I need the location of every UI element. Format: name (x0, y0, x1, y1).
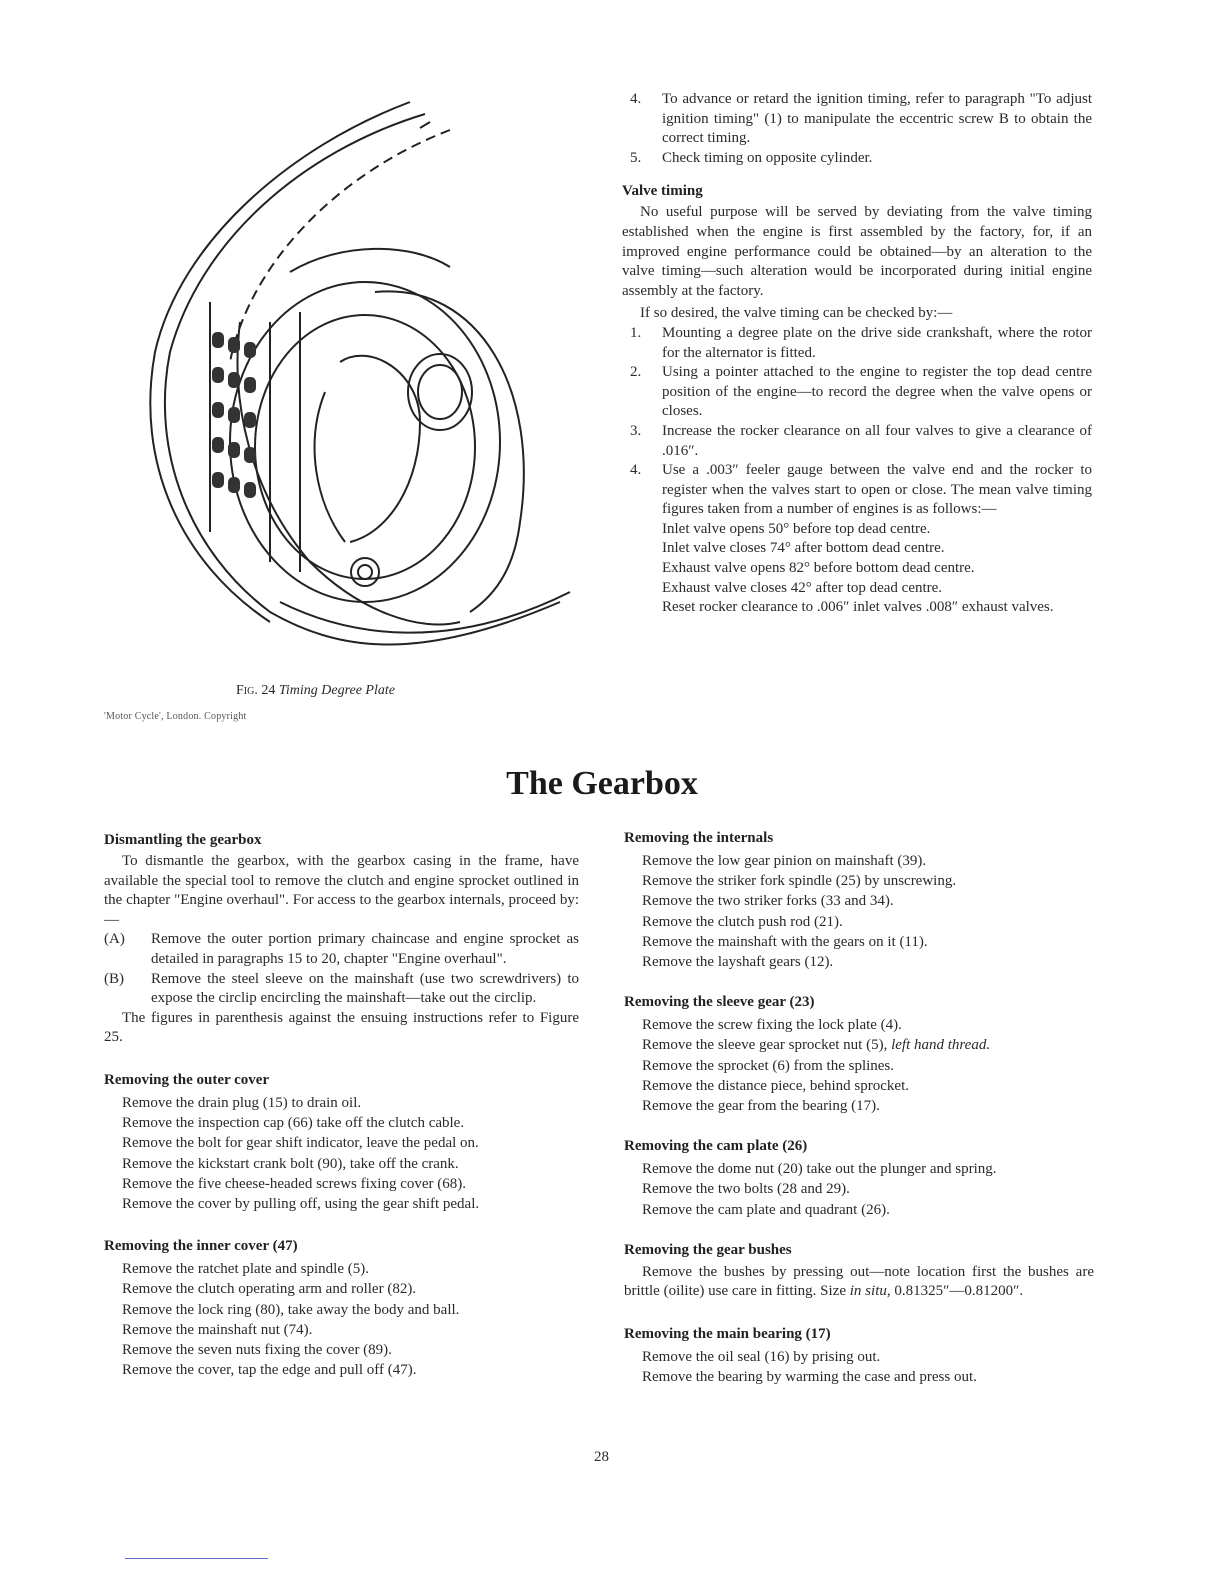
valve-step-4 (622, 461, 1092, 520)
step-text: Mounting a degree plate on the drive side crankshaft, where the rotor for the alternator is fitted. (662, 324, 1092, 361)
timing-figure: Exhaust valve closes 42° after top dead centre. (662, 579, 943, 596)
main-bearing-heading: Removing the main bearing (17) (624, 1326, 831, 1343)
step-number: 4. (630, 91, 642, 107)
instruction-line: Remove the cover, tap the edge and pull off (47). (122, 1362, 417, 1379)
instruction-line: Remove the low gear pinion on mainshaft (39). (642, 853, 927, 869)
timing-figure: Inlet valve closes 74° after bottom dead centre. (662, 540, 945, 557)
gear-bushes-size: 0.81325″—0.81200″. (894, 1283, 1024, 1300)
instruction-line: Remove the bearing by warming the case and press out. (642, 1369, 977, 1386)
instruction-line: Remove the gear from the bearing (17). (642, 1098, 880, 1115)
instruction-line: Remove the two bolts (28 and 29). (642, 1181, 850, 1198)
valve-step-2 (622, 363, 1092, 422)
instruction-line: Remove the distance piece, behind sprocket. (642, 1077, 909, 1094)
instruction-line: Remove the cover by pulling off, using the gear shift pedal. (122, 1195, 480, 1212)
section-title: The Gearbox (506, 765, 698, 802)
instruction-line: Remove the two striker forks (33 and 34). (642, 893, 894, 910)
gear-bushes-para (624, 1263, 1094, 1302)
step-number: 1. (630, 324, 642, 341)
right-column (624, 828, 1094, 1387)
dismantling-step-a (104, 930, 579, 969)
left-hand-thread-note: left hand thread. (891, 1037, 991, 1054)
step-number: 5. (630, 149, 642, 166)
inner-cover-heading: Removing the inner cover (47) (104, 1238, 298, 1255)
sleeve-gear-heading: Removing the sleeve gear (23) (624, 994, 815, 1011)
valve-timing-para: No useful purpose will be served by deviating from the valve timing established when the engine is first assembled by the factory, for, if an improved engine performance could be obtained—by an alteration to the valve timing—such alteration would be incorporated during initial engine assembly at the factory. (622, 204, 1092, 299)
gear-bushes-text: Remove the bushes by pressing out—note location first the bushes are brittle (oilite) use care in fitting. Size (624, 1263, 1094, 1300)
cam-plate-heading: Removing the cam plate (26) (624, 1138, 808, 1155)
ignition-step-5 (622, 149, 1092, 169)
dismantling-para: To dismantle the gearbox, with the gearbox casing in the frame, have available the special tool to remove the clutch and engine sprocket outlined in the chapter "Engine overhaul". For access to the gearbox internals, proceed by:— (104, 853, 579, 928)
instruction-line: Remove the cam plate and quadrant (26). (642, 1201, 890, 1218)
instruction-line: Remove the ratchet plate and spindle (5). (122, 1261, 369, 1278)
step-number: 3. (630, 422, 642, 439)
timing-degree-plate-illustration (120, 92, 580, 662)
instruction-line: Remove the dome nut (20) take out the plunger and spring. (642, 1161, 997, 1178)
instruction-line: Remove the striker fork spindle (25) by unscrewing. (642, 873, 957, 890)
step-number: 4. (630, 462, 642, 479)
ignition-step-4 (622, 90, 1092, 149)
valve-timing-intro: If so desired, the valve timing can be checked by:— (640, 305, 953, 322)
step-text: Remove the steel sleeve on the mainshaft (use two screwdrivers) to expose the circlip encircling the mainshaft—take out the circlip. (151, 970, 579, 1007)
step-text: Using a pointer attached to the engine to register the top dead centre position of the engine—to record the degree when the valve opens or closes. (662, 364, 1092, 420)
dismantling-step-b (104, 970, 579, 1009)
instruction-line: Remove the lock ring (80), take away the body and ball. (122, 1301, 460, 1318)
figure-caption (236, 683, 395, 699)
timing-figure: Inlet valve opens 50° before top dead centre. (662, 520, 931, 537)
step-number: (B) (104, 970, 124, 987)
instruction-line: Remove the inspection cap (66) take off the clutch cable. (122, 1115, 465, 1132)
valve-step-3 (622, 422, 1092, 461)
step-text: Remove the outer portion primary chaincase and engine sprocket as detailed in paragraphs 15 to 20, chapter "Engine overhaul". (151, 931, 579, 967)
step-text: Use a .003″ feeler gauge between the valve end and the rocker to register when the valves start to open or close. The mean valve timing figures taken from a number of engines is as follows:— (662, 462, 1092, 518)
gear-bushes-heading: Removing the gear bushes (624, 1241, 792, 1258)
nut-line-text: Remove the sleeve gear sprocket nut (5), (642, 1037, 888, 1054)
instruction-line: Remove the mainshaft nut (74). (122, 1321, 313, 1338)
instruction-line: Remove the five cheese-headed screws fixing cover (68). (122, 1175, 467, 1192)
instruction-line: Remove the kickstart crank bolt (90), take off the crank. (122, 1155, 459, 1172)
page-number: 28 (594, 1449, 609, 1465)
figure-caption-title: Timing Degree Plate (278, 683, 395, 698)
step-text: Check timing on opposite cylinder. (662, 149, 873, 166)
right-top-column (622, 90, 1092, 618)
valve-timing-heading: Valve timing (622, 183, 703, 200)
timing-figure: Exhaust valve opens 82° before bottom dead centre. (662, 560, 975, 577)
instruction-line: Remove the oil seal (16) by prising out. (642, 1349, 881, 1366)
step-number: 2. (630, 364, 642, 381)
instruction-line: Remove the screw fixing the lock plate (4). (642, 1017, 902, 1034)
outer-cover-heading: Removing the outer cover (104, 1071, 270, 1088)
step-text: Increase the rocker clearance on all four valves to give a clearance of .016″. (662, 422, 1092, 459)
valve-step-1 (622, 324, 1092, 363)
instruction-line: Remove the layshaft gears (12). (642, 954, 834, 971)
figure-credit: 'Motor Cycle', London. Copyright (104, 711, 247, 722)
instruction-line: Remove the sprocket (6) from the splines. (642, 1057, 895, 1074)
instruction-line: Remove the mainshaft with the gears on it (11). (642, 933, 928, 950)
footer-rule (125, 1558, 268, 1559)
dismantling-heading: Dismantling the gearbox (104, 832, 262, 848)
instruction-line (624, 1035, 1094, 1055)
figure-caption-prefix: Fig. 24 (236, 683, 276, 698)
figure-reference-note: The figures in parenthesis against the ensuing instructions refer to Figure 25. (104, 1009, 579, 1046)
instruction-line: Remove the seven nuts fixing the cover (89). (122, 1341, 392, 1358)
instruction-line: Remove the clutch push rod (21). (642, 913, 843, 930)
instruction-line: Remove the drain plug (15) to drain oil. (122, 1094, 362, 1111)
step-number: (A) (104, 931, 125, 948)
instruction-line: Remove the bolt for gear shift indicator, leave the pedal on. (122, 1135, 479, 1152)
step-text: To advance or retard the ignition timing, refer to paragraph "To adjust ignition timing" (1) to manipulate the eccentric screw B to obtain the correct timing. (662, 91, 1092, 147)
left-column (104, 830, 579, 1380)
internals-heading: Removing the internals (624, 830, 774, 846)
reset-clearance: Reset rocker clearance to .006″ inlet valves .008″ exhaust valves. (662, 599, 1054, 616)
instruction-line: Remove the clutch operating arm and roller (82). (122, 1281, 417, 1298)
in-situ-note: in situ, (849, 1283, 891, 1300)
